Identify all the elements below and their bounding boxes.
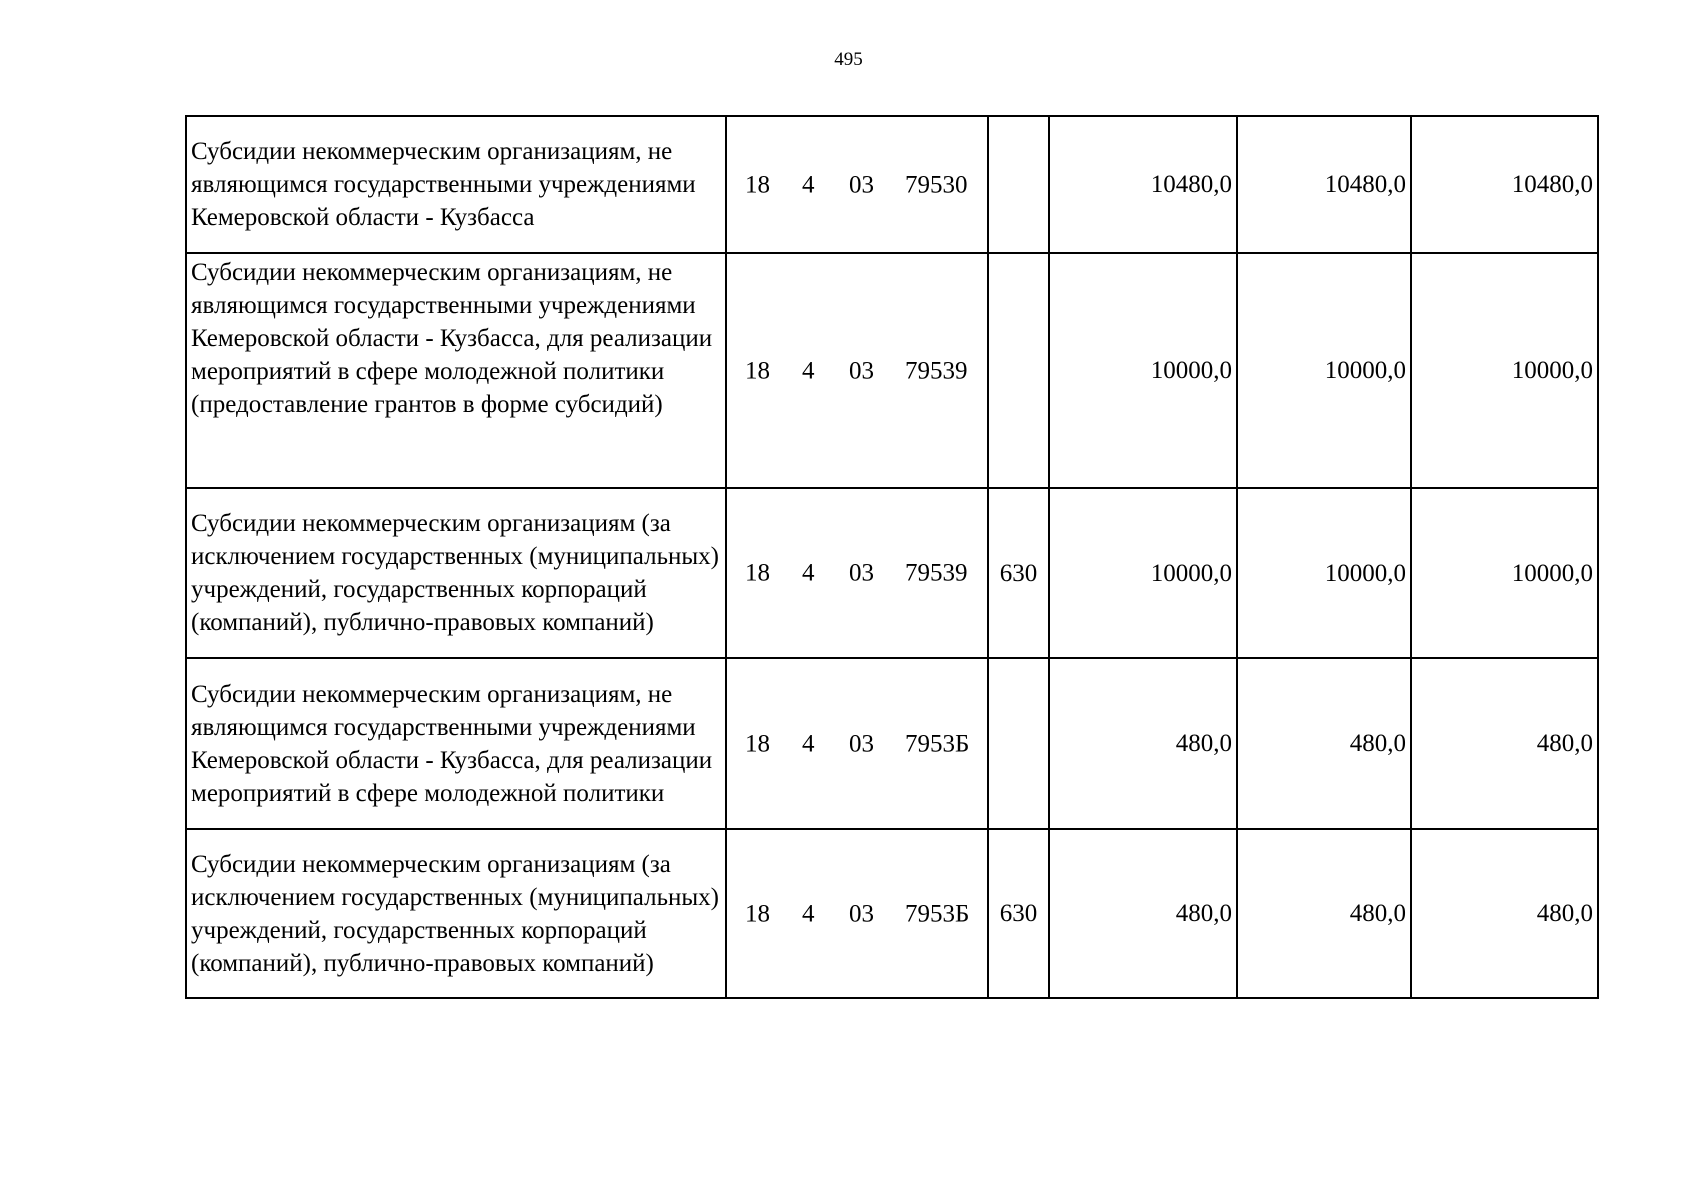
row-name: Субсидии некоммерческим организациям, не являющимся государственными учреждениями Кемеровской области - Кузбасса: [186, 116, 726, 253]
expense-type-code: [988, 253, 1049, 488]
osn-code: 03: [849, 171, 874, 198]
expense-type-code: 630: [988, 488, 1049, 658]
row-name: Субсидии некоммерческим организациям, не являющимся государственными учреждениями Кемеровской области - Кузбасса, для реализации мероприятий в сфере молодежной политики (предоставление грантов в форме субсидий): [186, 253, 726, 488]
ppp-code: 18: [745, 357, 770, 384]
amount-year-1: 10480,0: [1049, 116, 1237, 253]
direction-code: 7953Б: [905, 900, 970, 927]
ppp-code: 18: [745, 559, 770, 587]
page-number: 495: [834, 49, 863, 70]
osn-code: 03: [849, 900, 874, 927]
row-codes: [726, 829, 988, 998]
amount-year-3: 10000,0: [1411, 488, 1598, 658]
ppp-code: 18: [745, 730, 770, 757]
table-row: [186, 116, 1598, 253]
row-name: Субсидии некоммерческим организациям, не являющимся государственными учреждениями Кемеровской области - Кузбасса, для реализации мероприятий в сфере молодежной политики: [186, 658, 726, 829]
row-codes: [726, 488, 988, 658]
amount-year-3: 480,0: [1411, 829, 1598, 998]
table-row: [186, 658, 1598, 829]
row-codes: [726, 658, 988, 829]
row-name: Субсидии некоммерческим организациям (за исключением государственных (муниципальных) учреждений, государственных корпораций (компаний), публично-правовых компаний): [186, 488, 726, 658]
table-row: [186, 488, 1598, 658]
amount-year-3: 10000,0: [1411, 253, 1598, 488]
amount-year-2: 480,0: [1237, 829, 1411, 998]
table-row: [186, 829, 1598, 998]
amount-year-1: 10000,0: [1049, 488, 1237, 658]
ppp-code: 18: [745, 171, 770, 198]
table-row: [186, 253, 1598, 488]
direction-code: 79539: [905, 357, 968, 384]
amount-year-3: 10480,0: [1411, 116, 1598, 253]
direction-code: 7953Б: [905, 730, 970, 757]
amount-year-2: 10480,0: [1237, 116, 1411, 253]
amount-year-3: 480,0: [1411, 658, 1598, 829]
amount-year-2: 480,0: [1237, 658, 1411, 829]
osn-code: 03: [849, 559, 874, 587]
amount-year-2: 10000,0: [1237, 253, 1411, 488]
amount-year-2: 10000,0: [1237, 488, 1411, 658]
row-name: Субсидии некоммерческим организациям (за исключением государственных (муниципальных) учреждений, государственных корпораций (компаний), публично-правовых компаний): [186, 829, 726, 998]
direction-code: 79530: [905, 171, 968, 198]
row-codes: [726, 253, 988, 488]
expense-type-code: [988, 658, 1049, 829]
expense-type-code: [988, 116, 1049, 253]
pp-code: 4: [802, 559, 815, 587]
amount-year-1: 480,0: [1049, 658, 1237, 829]
expense-type-code: 630: [988, 829, 1049, 998]
osn-code: 03: [849, 357, 874, 384]
ppp-code: 18: [745, 900, 770, 927]
pp-code: 4: [802, 171, 815, 198]
budget-table: [185, 115, 1599, 999]
pp-code: 4: [802, 357, 815, 384]
direction-code: 79539: [905, 559, 968, 587]
pp-code: 4: [802, 900, 815, 927]
amount-year-1: 480,0: [1049, 829, 1237, 998]
amount-year-1: 10000,0: [1049, 253, 1237, 488]
pp-code: 4: [802, 730, 815, 757]
osn-code: 03: [849, 730, 874, 757]
row-codes: [726, 116, 988, 253]
